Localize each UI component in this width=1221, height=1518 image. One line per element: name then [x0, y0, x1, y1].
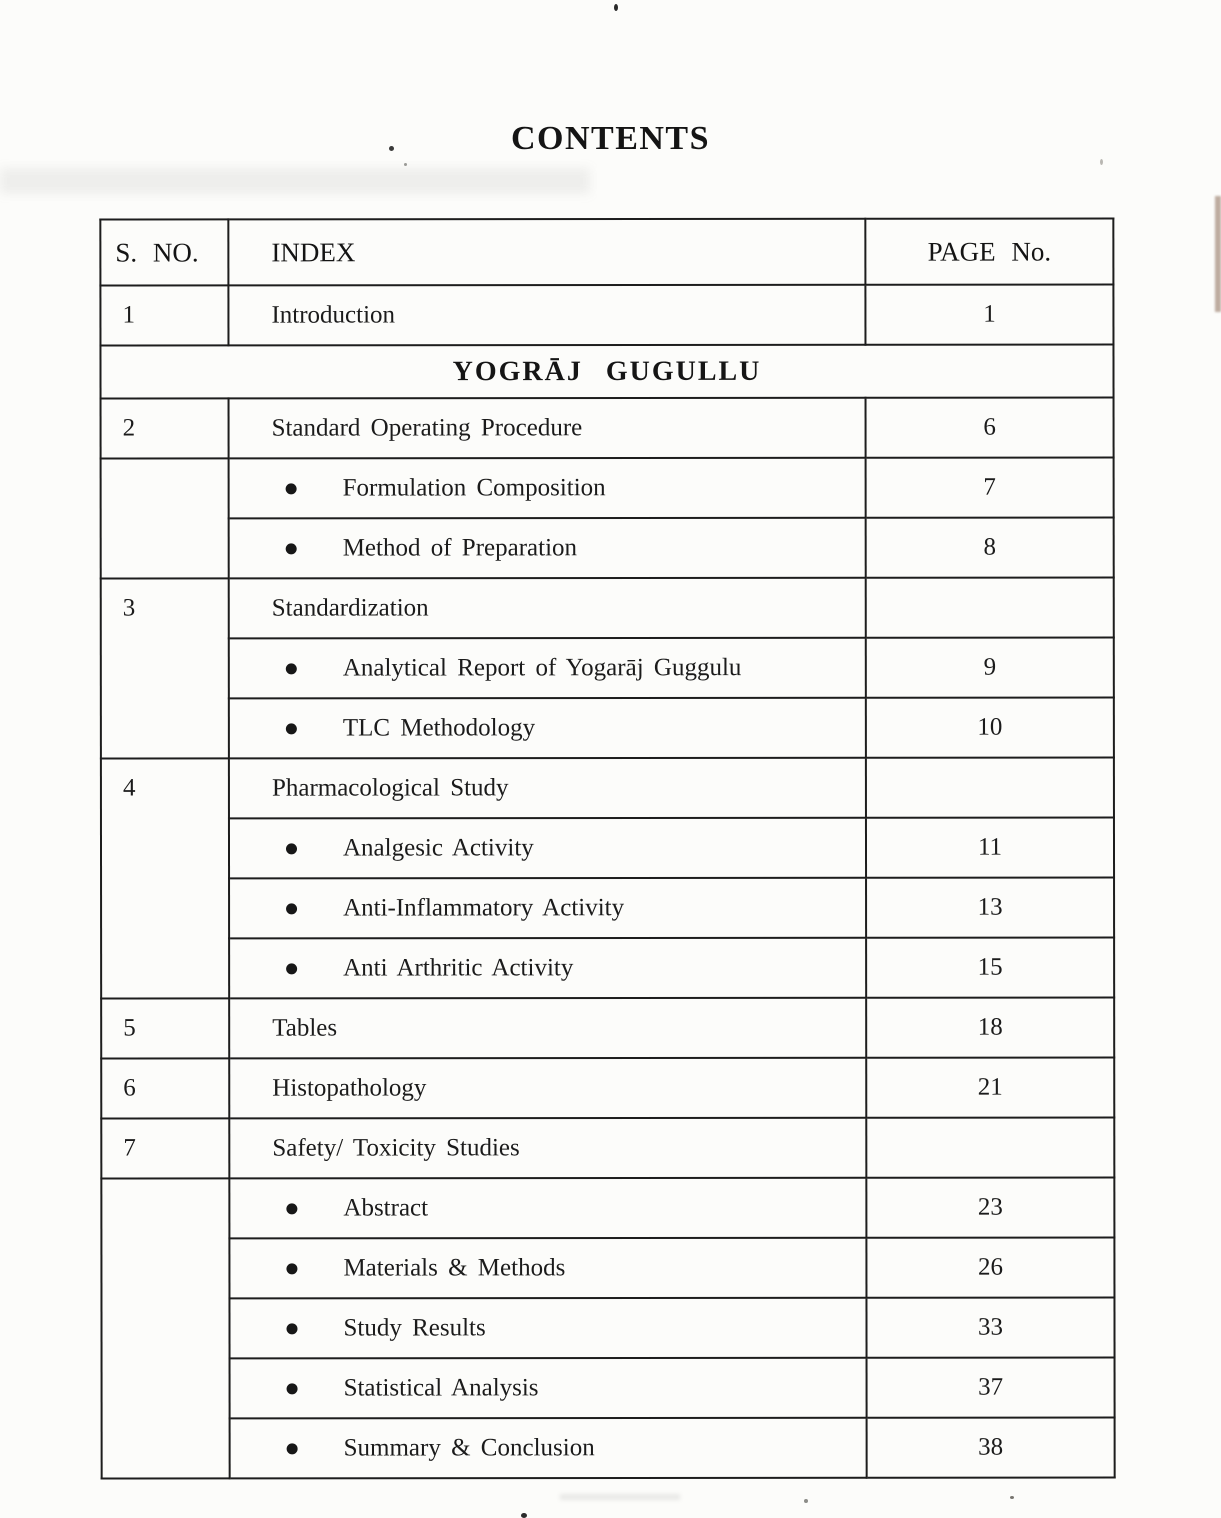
- page-cell: 1: [865, 284, 1113, 344]
- page-cell: 11: [866, 817, 1114, 877]
- index-label: Analgesic Activity: [342, 834, 534, 862]
- page-cell: [866, 577, 1114, 637]
- bullet-icon: [286, 663, 297, 674]
- page-cell: 7: [866, 457, 1114, 517]
- index-cell: [230, 1418, 867, 1479]
- sno-cell: 3: [101, 578, 229, 758]
- scan-artifact: [1100, 159, 1103, 165]
- index-label: Abstract: [343, 1194, 429, 1222]
- index-cell: [228, 285, 865, 346]
- sno-cell: 4: [101, 758, 229, 998]
- bullet-icon: [286, 543, 297, 554]
- table-row: [102, 1417, 1115, 1478]
- index-label: Analytical Report of Yogarāj Guggulu: [342, 654, 742, 682]
- index-label: Summary & Conclusion: [343, 1434, 595, 1462]
- table-header: [100, 218, 1113, 285]
- scan-artifact: [614, 4, 618, 11]
- page-cell: 10: [866, 697, 1114, 757]
- index-cell: [229, 1238, 866, 1299]
- index-cell: [229, 758, 866, 819]
- index-cell: [229, 878, 866, 939]
- sno-cell: 2: [101, 398, 229, 458]
- index-label: Tables: [272, 1014, 338, 1042]
- section-banner-row: [100, 344, 1113, 398]
- bullet-icon: [286, 963, 297, 974]
- page-cell: 23: [866, 1177, 1114, 1237]
- table-row: [101, 817, 1114, 878]
- table-row: [101, 457, 1114, 518]
- sno-cell: 5: [101, 998, 229, 1058]
- table-row: [101, 697, 1114, 758]
- table-row: [101, 577, 1114, 638]
- table-row: [101, 757, 1114, 818]
- index-label: Formulation Composition: [342, 474, 606, 502]
- index-label: Method of Preparation: [342, 534, 578, 562]
- sno-cell: [101, 1178, 229, 1478]
- table-row: [101, 1237, 1114, 1298]
- page-cell: 6: [866, 397, 1114, 457]
- table-row: [101, 637, 1114, 698]
- page-cell: 8: [866, 517, 1114, 577]
- index-cell: [229, 698, 866, 759]
- scan-artifact: [804, 1499, 808, 1503]
- scan-artifact: [0, 168, 590, 194]
- index-label: Pharmacological Study: [271, 774, 509, 802]
- page-cell: 9: [866, 637, 1114, 697]
- page-cell: 15: [866, 937, 1114, 997]
- col-header-page: PAGE No.: [865, 218, 1113, 284]
- sno-cell: [101, 458, 229, 578]
- contents-table: [99, 217, 1115, 1479]
- table-row: [101, 517, 1114, 578]
- index-label: Safety/ Toxicity Studies: [272, 1134, 520, 1162]
- col-header-sno: S. NO.: [100, 219, 228, 285]
- sno-cell: 6: [101, 1058, 229, 1118]
- page-cell: 18: [866, 997, 1114, 1057]
- index-cell: [229, 458, 866, 519]
- bullet-icon: [286, 723, 297, 734]
- page-cell: 33: [866, 1297, 1114, 1357]
- scan-artifact: [560, 1494, 680, 1500]
- table-row: [101, 397, 1114, 458]
- index-label: Statistical Analysis: [343, 1374, 539, 1402]
- index-cell: [229, 398, 866, 459]
- index-label: Study Results: [343, 1314, 486, 1342]
- bullet-icon: [286, 1263, 297, 1274]
- index-cell: [229, 1118, 866, 1179]
- sno-cell: 7: [101, 1118, 229, 1178]
- bullet-icon: [287, 1443, 298, 1454]
- page-cell: 21: [866, 1057, 1114, 1117]
- table-row: [101, 1057, 1114, 1118]
- index-label: TLC Methodology: [342, 714, 536, 742]
- table-row: [101, 997, 1114, 1058]
- table-row: [101, 937, 1114, 998]
- contents-table-body: [100, 284, 1114, 1478]
- scan-artifact: [1215, 196, 1221, 312]
- index-cell: [229, 1178, 866, 1239]
- page-cell: [866, 757, 1114, 817]
- index-cell: [229, 578, 866, 639]
- index-label: Introduction: [271, 301, 396, 329]
- header-row: [100, 218, 1113, 285]
- page-cell: 37: [867, 1357, 1115, 1417]
- page-cell: [866, 1117, 1114, 1177]
- scan-artifact: [404, 163, 407, 166]
- section-banner: YOGRĀJ GUGULLU: [100, 344, 1113, 398]
- index-cell: [230, 1358, 867, 1419]
- table-row: [101, 877, 1114, 938]
- page-cell: 38: [867, 1417, 1115, 1477]
- index-cell: [229, 938, 866, 999]
- index-cell: [229, 1058, 866, 1119]
- index-label: Materials & Methods: [343, 1254, 566, 1282]
- index-cell: [229, 638, 866, 699]
- col-header-index: INDEX: [228, 219, 865, 286]
- bullet-icon: [286, 1203, 297, 1214]
- table-row: [101, 1117, 1114, 1178]
- page-cell: 13: [866, 877, 1114, 937]
- index-label: Anti-Inflammatory Activity: [343, 894, 625, 922]
- table-row: [100, 284, 1113, 345]
- index-label: Standard Operating Procedure: [271, 414, 583, 442]
- scan-artifact: [521, 1513, 527, 1518]
- bullet-icon: [286, 903, 297, 914]
- index-label: Anti Arthritic Activity: [343, 954, 574, 982]
- bullet-icon: [287, 1383, 298, 1394]
- index-cell: [229, 1298, 866, 1359]
- table-row: [101, 1177, 1114, 1238]
- table-row: [101, 1297, 1114, 1358]
- page-title: CONTENTS: [510, 120, 711, 157]
- bullet-icon: [286, 483, 297, 494]
- index-cell: [229, 998, 866, 1059]
- index-cell: [229, 518, 866, 579]
- bullet-icon: [286, 843, 297, 854]
- index-cell: [229, 818, 866, 879]
- page-cell: 26: [866, 1237, 1114, 1297]
- sno-cell: 1: [100, 285, 228, 345]
- scan-artifact: [1010, 1496, 1014, 1499]
- table-row: [102, 1357, 1115, 1418]
- index-label: Histopathology: [272, 1074, 427, 1102]
- index-label: Standardization: [271, 594, 429, 622]
- bullet-icon: [286, 1323, 297, 1334]
